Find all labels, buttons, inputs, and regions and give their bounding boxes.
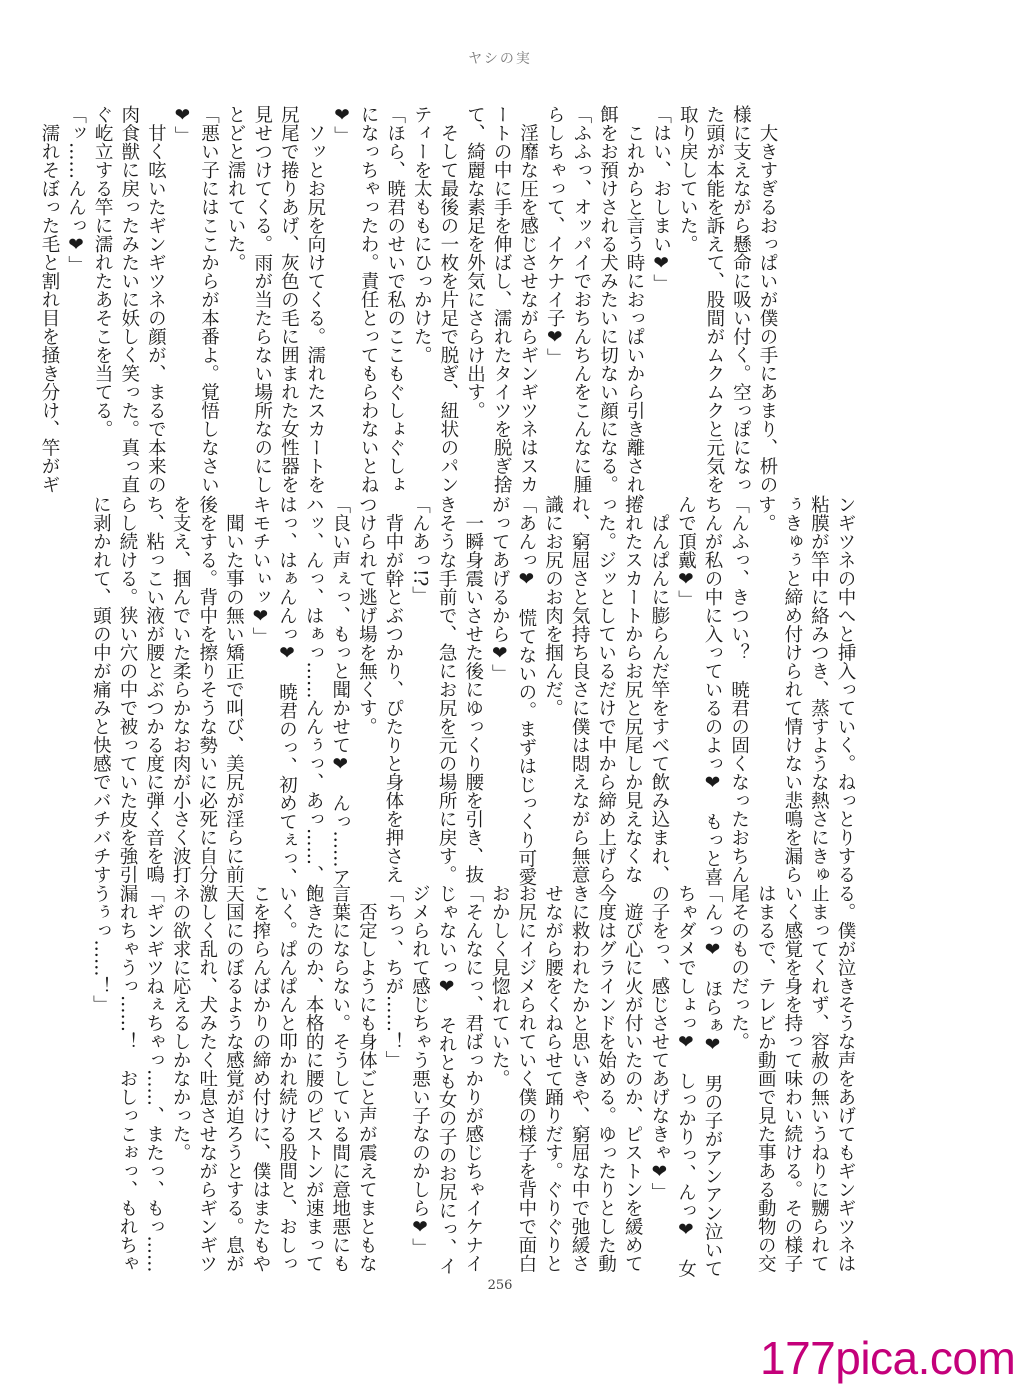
text-block-lower: る。僕が泣きそうな声をあげてもギンギツネは 止まってくれず、容赦の無いうねりに嬲られて いく感覚を身を持って味わい続ける。その様子 はまるで、テレビか動画で見た事ある動物の交 尾そのものだった。 「んっ❤ ほらぁ❤ 男の子がアンアン泣いて ちゃダメでしょっ❤ しっかりっ、んっ❤ 女 の子をっ、感じさせてあげなきゃ❤」 遊び心に火が付いたのか、ピストンを緩めて 今度はグラインドを始める。ゆったりとした動 きに救われたかと思いきや、窮屈な中で弛緩さ せながら腰をくねらせて踊りだす。ぐりぐりと お尻にイジメられていく僕の様子を背中で面白 おかしく見惚れていた。 「そんなにっ、君ばっかりが感じちゃイケナイ じゃないっ❤ それとも女の子のお尻にっ、イ ジメられて感じちゃう悪い子なのかしら❤」 「ちっ、ちが……！」 否定しようにも身体ごと声が震えてまともな 言葉にならない。そうしている間に意地悪にも 飽きたのか、本格的に腰のピストンが速まって いく。ぱんぱんと叩かれ続ける股間と、おしっ こを搾らんばかりの締め付けに、僕はまたもや 天国にのぼるような感覚が迫ろうとする。息が 激しく乱れ、犬みたく吐息させながらギンギツ ネの欲求に応えるしかなかった。 「ギンギツねぇちゃっ……、またっ、もっ…… 漏れちゃうっ……！ おしっこぉっ、もれちゃ うぅっ……！」: [90, 884, 856, 1278]
running-header: ヤシの実: [468, 51, 532, 67]
site-watermark: 177pica.com: [760, 1332, 1015, 1384]
text-block-middle: ンギツネの中へと挿入っていく。ねっとりする 粘膜が竿中に絡みつき、蒸すような熱さにきゅ ぅきゅぅと締め付けられて情けない悲鳴を漏ら す。 「んふっ、きつい？ 暁君の固くなったおちん ちんが私の中に入っているのよっ❤ もっと喜 んで頂戴❤」 ぱんぱんに膨らんだ竿をすべて飲み込まれ、 捲れたスカートからお尻と尻尾しか見えなくな った。ジッとしているだけで中から締め上げら れ、窮屈さと気持ち良さに僕は悶えながら無意 識にお尻のお肉を掴んだ。 「あんっ❤ 慌てないの。まずはじっくり可愛 がってあげるから❤」 一瞬身震いさせた後にゆっくり腰を引き、抜 きそうな手前で、急にお尻を元の場所に戻す。 「んあっ!?」 背中が幹とぶつかり、ぴたりと身体を押さえ つけられて逃げ場を無くす。 「良い声ぇっ、もっと聞かせて❤ んっ……ア ハッ、んっ、はぁっ……んんぅっ、あっ……、 はっ、はぁんんっ❤ 暁君のっ、初めてぇっ、 キモチいぃッ❤」 聞いた事の無い矯正で叫び、美尻が淫らに前 後をする。背中を擦りそうな勢いに必死に自分 を支え、掴んでいた柔らかなお肉が小さく波打 ち、粘っこい液が腰とぶつかる度に弾く音を鳴 らし続ける。狭い穴の中で被っていた皮を強引 に剥かれて、頭の中が痛みと快感でバチバチす: [90, 495, 856, 886]
text-block-upper: 大きすぎるおっぱいが僕の手にあまり、枡の 様に支えながら懸命に吸い付く。空っぽになっ た頭が本能を訴えて、股間がムクムクと元気を 取り戻していた。 「はい、おしまい❤」 これからと言う時におっぱいから引き離され、 餌をお預けされる犬みたいに切ない顔になる。 「ふふっ、オッパイでおちんちんをこんなに腫 らしちゃって、イケナイ子❤」 淫靡な圧を感じさせながらギンギツネはスカ ートの中に手を伸ばし、濡れたタイツを脱ぎ捨 て、綺麗な素足を外気にさらけ出す。 そして最後の一枚を片足で脱ぎ、紐状のパン ティーを太ももにひっかけた。 「ほら、暁君のせいで私のここもぐしょぐしょ になっちゃったわ。責任とってもらわないとね ❤」 ソッとお尻を向けてくる。濡れたスカートを 尻尾で捲りあげ、灰色の毛に囲まれた女性器を 見せつけてくる。雨が当たらない場所なのにし とどと濡れていた。 「悪い子にはここからが本番よ。覚悟しなさい ❤」 甘く呟いたギンギツネの顔が、まるで本来の 肉食獣に戻ったみたいに妖しく笑った。真っ直 ぐ屹立する竿に濡れたあそこを当てる。 「ッ……んんっ❤」 濡れそぼった毛と割れ目を掻き分け、竿がギ: [38, 105, 778, 512]
page-number: 256: [487, 1278, 513, 1293]
